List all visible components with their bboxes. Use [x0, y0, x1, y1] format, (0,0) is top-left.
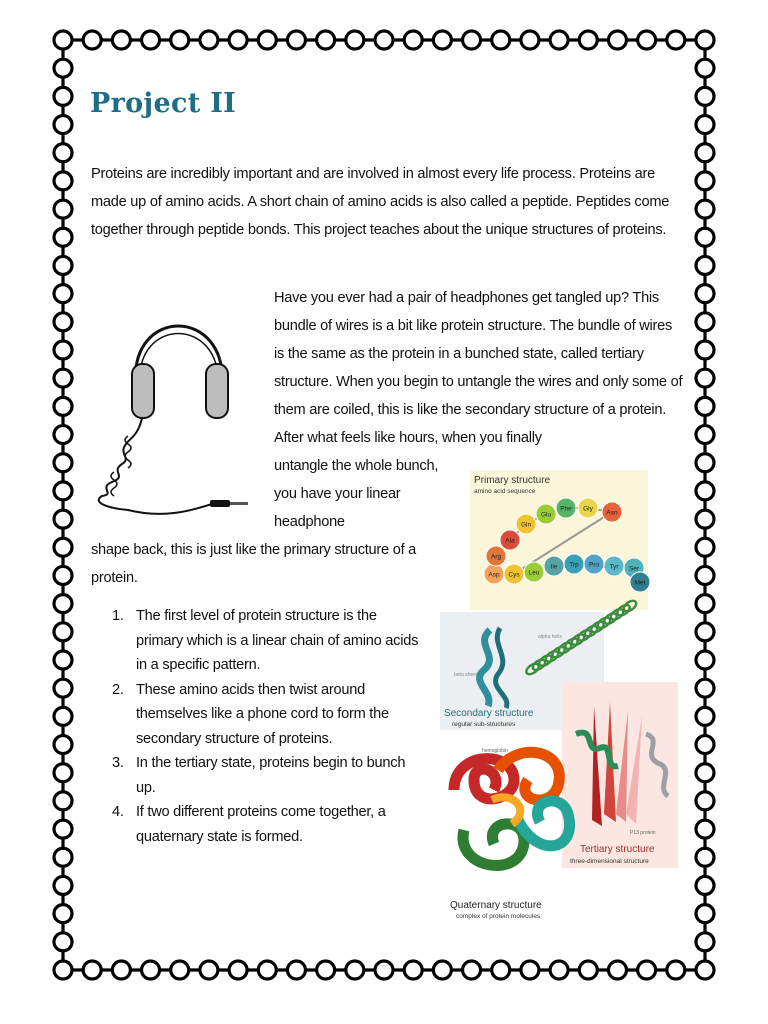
border-circle: [696, 454, 714, 472]
border-circle: [492, 31, 510, 49]
border-circle: [287, 961, 305, 979]
border-circle: [696, 228, 714, 246]
border-circle: [696, 59, 714, 77]
border-circle: [696, 87, 714, 105]
border-circle: [638, 961, 656, 979]
headphone-analogy-conclusion: shape back, this is just like the primary structure of a protein.: [91, 542, 417, 586]
headphones-illustration: [88, 296, 268, 526]
border-circle: [696, 256, 714, 274]
border-circle: [667, 31, 685, 49]
border-circle: [54, 369, 72, 387]
border-circle: [521, 31, 539, 49]
border-circle: [521, 961, 539, 979]
list-text: These amino acids then twist around themselves like a phone cord to form the secondary structure of proteins.: [136, 681, 389, 747]
border-circle: [696, 369, 714, 387]
page-title: Project II: [90, 88, 237, 119]
border-circle: [258, 31, 276, 49]
border-circle: [696, 31, 714, 49]
border-circle: [54, 595, 72, 613]
amino-acid-label: Phe: [560, 505, 572, 513]
border-circle: [54, 792, 72, 810]
secondary-structure-subtitle: regular sub-structures: [452, 721, 516, 728]
amino-acid-label: Pro: [588, 561, 600, 569]
border-circle: [579, 31, 597, 49]
border-circle: [696, 397, 714, 415]
list-item: [91, 678, 421, 752]
border-circle: [608, 31, 626, 49]
amino-acid-label: Leu: [528, 569, 540, 577]
border-circle: [346, 961, 364, 979]
border-circle: [54, 313, 72, 331]
border-circle: [54, 538, 72, 556]
border-circle: [492, 961, 510, 979]
amino-acid-label: Asp: [488, 571, 500, 579]
structure-steps-list: [91, 604, 421, 849]
amino-acid-label: Gln: [520, 521, 532, 529]
amino-acid-label: Cys: [508, 571, 520, 579]
border-circle: [696, 623, 714, 641]
amino-acid-label: Arg: [490, 553, 502, 561]
border-circle: [54, 172, 72, 190]
border-circle: [696, 285, 714, 303]
tertiary-structure-title: Tertiary structure: [580, 844, 655, 855]
headphone-analogy-continued: untangle the whole bunch, you have your linear headphone: [274, 458, 439, 530]
protein-structure-diagram: [434, 470, 684, 930]
border-circle: [54, 651, 72, 669]
border-circle: [433, 31, 451, 49]
list-item: [91, 604, 421, 678]
border-circle: [608, 961, 626, 979]
border-circle: [54, 285, 72, 303]
border-circle: [696, 820, 714, 838]
border-circle: [696, 426, 714, 444]
amino-acid-label: Ser: [628, 565, 640, 573]
amino-acid-label: Trp: [569, 561, 579, 569]
border-circle: [696, 933, 714, 951]
primary-structure-subtitle: amino acid sequence: [474, 488, 536, 495]
list-item: [91, 751, 421, 800]
amino-acid-label: Gly: [583, 505, 593, 513]
border-circle: [54, 59, 72, 77]
border-circle: [171, 31, 189, 49]
border-circle: [54, 510, 72, 528]
hemoglobin-label: hemoglobin: [482, 748, 508, 754]
border-circle: [54, 764, 72, 782]
border-circle: [404, 961, 422, 979]
amino-acid-label: Asn: [606, 509, 618, 517]
border-circle: [54, 341, 72, 359]
border-circle: [463, 961, 481, 979]
border-circle: [696, 736, 714, 754]
border-circle: [54, 679, 72, 697]
border-circle: [696, 510, 714, 528]
border-circle: [54, 623, 72, 641]
border-circle: [54, 426, 72, 444]
list-number: 1.: [112, 608, 124, 624]
tertiary-structure-subtitle: three-dimensional structure: [570, 858, 649, 865]
border-circle: [54, 820, 72, 838]
border-circle: [142, 961, 160, 979]
border-circle: [433, 961, 451, 979]
border-circle: [54, 848, 72, 866]
border-circle: [696, 482, 714, 500]
border-circle: [54, 707, 72, 725]
border-circle: [287, 31, 305, 49]
headphone-analogy-paragraph: Have you ever had a pair of headphones get tangled up? This bundle of wires is a bit like protein structure. The bundle of wires is the same as the protein in a bunched state, called tertiary structure. When you begin to untangle the wires and only some of them are coiled, this is like the secondary structure of a protein. After what feels like hours, when you finally: [274, 290, 683, 446]
border-circle: [54, 116, 72, 134]
border-circle: [54, 482, 72, 500]
border-circle: [54, 736, 72, 754]
border-circle: [317, 961, 335, 979]
border-circle: [317, 31, 335, 49]
list-number: 4.: [112, 804, 124, 820]
list-number: 2.: [112, 681, 124, 698]
border-circle: [696, 679, 714, 697]
border-circle: [171, 961, 189, 979]
border-circle: [667, 961, 685, 979]
amino-acid-label: Ala: [505, 537, 515, 545]
border-circle: [696, 116, 714, 134]
border-circle: [229, 961, 247, 979]
quaternary-structure-title: Quaternary structure: [450, 900, 542, 911]
border-circle: [54, 144, 72, 162]
border-circle: [579, 961, 597, 979]
border-circle: [54, 200, 72, 218]
border-circle: [54, 566, 72, 584]
list-number: 3.: [112, 755, 124, 771]
border-circle: [54, 228, 72, 246]
border-circle: [550, 31, 568, 49]
border-circle: [696, 172, 714, 190]
border-circle: [696, 538, 714, 556]
border-circle: [112, 961, 130, 979]
border-circle: [83, 961, 101, 979]
border-circle: [696, 341, 714, 359]
border-circle: [696, 764, 714, 782]
border-circle: [696, 848, 714, 866]
list-text: In the tertiary state, proteins begin to bunch up.: [136, 755, 406, 796]
border-circle: [112, 31, 130, 49]
protein-label: P13 protein: [630, 830, 656, 836]
quaternary-structure-subtitle: complex of protein molecules: [456, 913, 541, 920]
border-circle: [83, 31, 101, 49]
tertiary-structure-panel: [562, 682, 678, 868]
border-circle: [696, 792, 714, 810]
border-circle: [463, 31, 481, 49]
helix-label: alpha helix: [538, 634, 562, 640]
primary-structure-title: Primary structure: [474, 475, 551, 486]
border-circle: [696, 707, 714, 725]
border-circle: [696, 905, 714, 923]
border-circle: [550, 961, 568, 979]
border-circle: [696, 595, 714, 613]
border-circle: [54, 397, 72, 415]
secondary-structure-title: Secondary structure: [444, 708, 534, 719]
sheet-label: beta sheet: [454, 672, 478, 678]
intro-paragraph: Proteins are incredibly important and are involved in almost every life process. Proteins are made up of amino acids. A short chain of amino acids is also called a peptide. Peptides come together through peptide bonds. This project teaches about the unique structures of proteins.: [91, 166, 670, 238]
border-circle: [142, 31, 160, 49]
border-circle: [375, 31, 393, 49]
border-circle: [696, 651, 714, 669]
border-circle: [375, 961, 393, 979]
border-circle: [54, 933, 72, 951]
border-circle: [54, 905, 72, 923]
border-circle: [696, 200, 714, 218]
quaternary-structure-art: [454, 752, 570, 865]
amino-acid-label: Ile: [550, 563, 558, 571]
border-circle: [54, 87, 72, 105]
border-circle: [696, 876, 714, 894]
amino-acid-label: Tyr: [609, 563, 619, 571]
border-circle: [638, 31, 656, 49]
border-circle: [54, 876, 72, 894]
border-circle: [54, 256, 72, 274]
list-item: [91, 800, 421, 849]
border-circle: [200, 31, 218, 49]
border-circle: [696, 313, 714, 331]
border-circle: [404, 31, 422, 49]
border-circle: [200, 961, 218, 979]
border-circle: [258, 961, 276, 979]
list-text: The first level of protein structure is the primary which is a linear chain of amino acids in a specific pattern.: [136, 608, 419, 673]
border-circle: [696, 144, 714, 162]
border-circle: [696, 961, 714, 979]
amino-acid-label: Met: [634, 579, 646, 587]
border-circle: [346, 31, 364, 49]
list-text: If two different proteins come together, a quaternary state is formed.: [136, 804, 386, 845]
amino-acid-label: Glu: [540, 511, 552, 519]
border-circle: [54, 31, 72, 49]
border-circle: [54, 454, 72, 472]
border-circle: [54, 961, 72, 979]
border-circle: [229, 31, 247, 49]
border-circle: [696, 566, 714, 584]
